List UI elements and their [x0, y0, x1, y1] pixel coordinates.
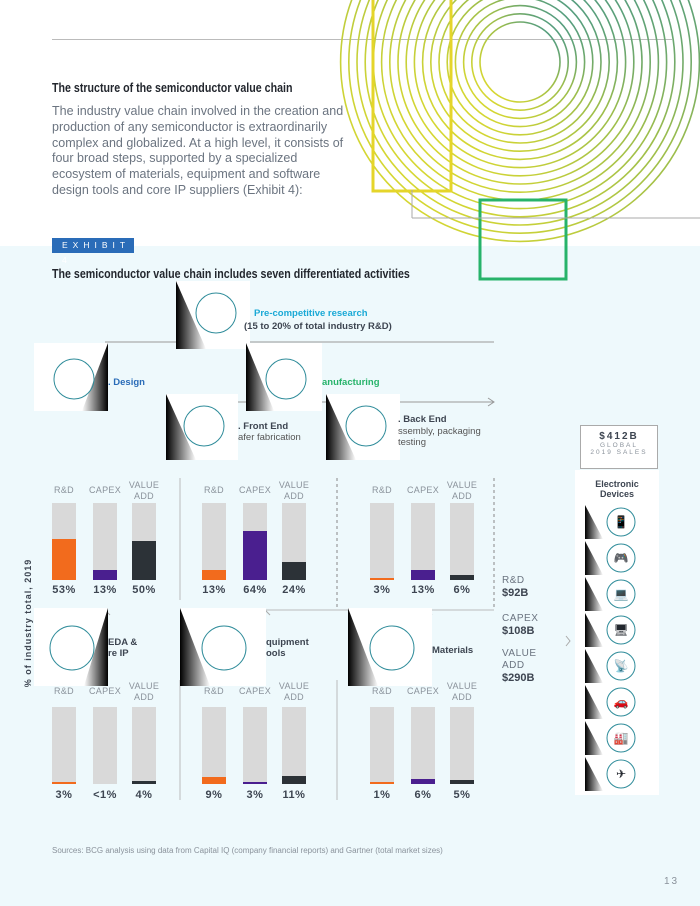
col-label-rd: R&D — [372, 485, 392, 495]
pct-capex: 64% — [243, 584, 267, 596]
total-va-label-1: VALUE — [502, 648, 537, 659]
pct-capex: 3% — [246, 789, 264, 801]
bar-track — [450, 707, 474, 784]
bar-track — [202, 707, 226, 784]
sources-note: Sources: BCG analysis using data from Capital IQ (company financial reports) and Gartner (total market sizes) — [52, 846, 443, 855]
eda-label-1: EDA & — [108, 637, 138, 648]
bar-track — [450, 503, 474, 580]
car-icon — [585, 685, 645, 719]
pct-rd: 9% — [205, 789, 223, 801]
equipment-label-2: ools — [266, 648, 286, 659]
col-label-rd: R&D — [54, 485, 74, 495]
bar-track — [93, 707, 117, 784]
cell-tower-icon — [585, 649, 645, 683]
svg-text:💻: 💻 — [613, 587, 629, 601]
global-sales-amount: $412B — [599, 431, 639, 442]
bar-capex — [243, 782, 267, 784]
col-label-capex: CAPEX — [406, 686, 439, 696]
col-label-capex: CAPEX — [88, 686, 121, 696]
bar-track — [93, 503, 117, 580]
bar-rd — [52, 539, 76, 580]
pct-va: 4% — [135, 789, 153, 801]
bar-rd — [52, 782, 76, 784]
col-label-value-add-1: VALUE — [278, 480, 310, 490]
global-sales-line1: GLOBAL — [599, 442, 638, 449]
pct-rd: 13% — [202, 584, 226, 596]
factory-icon — [585, 721, 645, 755]
bar-capex — [93, 570, 117, 580]
pct-capex: 13% — [93, 584, 117, 596]
col-label-value-add-1: VALUE — [446, 681, 478, 691]
eda-label-2: re IP — [108, 648, 129, 659]
col-label-capex: CAPEX — [238, 485, 271, 495]
svg-text:🚗: 🚗 — [613, 695, 629, 709]
smartphone-icon — [585, 505, 645, 539]
bar-track — [202, 503, 226, 580]
bar-capex — [411, 570, 435, 580]
col-label-value-add-2: ADD — [134, 692, 154, 702]
total-va-label-2: ADD — [502, 660, 525, 671]
bar-track — [282, 707, 306, 784]
pct-rd: 3% — [55, 789, 73, 801]
total-va-value: $290B — [502, 672, 535, 684]
bar-track — [243, 707, 267, 784]
pct-capex: 13% — [411, 584, 435, 596]
col-label-rd: R&D — [372, 686, 392, 696]
svg-text:🖥: 🖥 — [613, 623, 629, 637]
exhibit-label: EXHIBIT 4 — [52, 238, 134, 253]
col-label-capex: CAPEX — [406, 485, 439, 495]
equipment-label-1: quipment — [266, 637, 309, 648]
col-label-value-add-2: ADD — [452, 692, 472, 702]
bar-track — [370, 503, 394, 580]
svg-text:🎮: 🎮 — [613, 551, 629, 565]
svg-text:🏭: 🏭 — [613, 731, 629, 745]
devices-title-1: Electronic — [595, 479, 639, 489]
research-subtitle: (15 to 20% of total industry R&D) — [244, 321, 392, 332]
total-rd-value: $92B — [502, 587, 529, 599]
pct-va: 24% — [282, 584, 306, 596]
col-label-value-add-2: ADD — [284, 491, 304, 501]
bar-va — [450, 575, 474, 580]
pct-capex: 6% — [414, 789, 432, 801]
svg-text:📡: 📡 — [613, 659, 629, 673]
bar-va — [282, 776, 306, 784]
col-label-value-add-1: VALUE — [446, 480, 478, 490]
back-end-subtitle-1: ssembly, packaging — [398, 426, 481, 437]
bar-track — [411, 707, 435, 784]
global-sales-box — [580, 425, 658, 469]
pct-rd: 53% — [52, 584, 76, 596]
col-label-rd: R&D — [204, 686, 224, 696]
bar-va — [132, 781, 156, 784]
back-end-label: . Back End — [398, 414, 447, 425]
airplane-icon — [585, 757, 645, 791]
exhibit-title: The semiconductor value chain includes seven differentiated activities — [52, 266, 410, 281]
col-label-value-add-1: VALUE — [128, 480, 160, 490]
design-label: . Design — [108, 377, 145, 388]
front-end-subtitle: afer fabrication — [238, 432, 301, 443]
bar-va — [132, 541, 156, 580]
pct-va: 50% — [132, 584, 156, 596]
bar-rd — [370, 782, 394, 784]
pct-va: 6% — [453, 584, 471, 596]
bar-track — [411, 503, 435, 580]
col-label-value-add-2: ADD — [452, 491, 472, 501]
page-number: 13 — [664, 876, 680, 887]
axis-label: % of industry total, 2019 — [23, 558, 33, 688]
pct-va: 11% — [282, 789, 306, 801]
svg-text:📱: 📱 — [613, 515, 629, 529]
bar-capex — [243, 531, 267, 580]
pct-rd: 3% — [373, 584, 391, 596]
total-rd-label: R&D — [502, 575, 525, 586]
bar-rd — [202, 777, 226, 784]
col-label-rd: R&D — [204, 485, 224, 495]
col-label-capex: CAPEX — [88, 485, 121, 495]
front-end-label: . Front End — [238, 421, 289, 432]
global-sales-line2: 2019 SALES — [590, 449, 648, 456]
svg-text:✈: ✈ — [615, 767, 627, 781]
total-capex-value: $108B — [502, 625, 535, 637]
col-label-value-add-1: VALUE — [128, 681, 160, 691]
bar-rd — [202, 570, 226, 580]
intro-paragraph: The industry value chain involved in the creation and production of any semiconductor is extraordinarily complex and globalized. At a high level, it consists of four broad steps, supported by a specialized ecosystem of materials, equipment and software design tools and core IP suppliers (Exhibit 4): — [52, 104, 344, 197]
bar-capex — [411, 779, 435, 784]
device-icon-list — [575, 505, 659, 795]
research-title: Pre-competitive research — [254, 308, 368, 319]
gamepad-icon — [585, 541, 645, 575]
back-end-subtitle-2: testing — [398, 437, 426, 448]
bar-track — [370, 707, 394, 784]
devices-title-2: Devices — [599, 489, 635, 499]
bar-va — [282, 562, 306, 580]
col-label-value-add-2: ADD — [284, 692, 304, 702]
pct-capex: <1% — [93, 789, 117, 801]
bar-track — [52, 707, 76, 784]
pct-va: 5% — [453, 789, 471, 801]
server-icon — [585, 613, 645, 647]
bar-rd — [370, 578, 394, 580]
col-label-rd: R&D — [54, 686, 74, 696]
col-label-value-add-1: VALUE — [278, 681, 310, 691]
total-capex-label: CAPEX — [502, 613, 539, 624]
section-title: The structure of the semiconductor value chain — [52, 80, 293, 95]
materials-label: Materials — [432, 645, 474, 656]
manufacturing-label: anufacturing — [322, 377, 380, 388]
col-label-value-add-2: ADD — [134, 491, 154, 501]
bar-track — [132, 707, 156, 784]
col-label-capex: CAPEX — [238, 686, 271, 696]
laptop-icon — [585, 577, 645, 611]
bar-va — [450, 780, 474, 784]
pct-rd: 1% — [373, 789, 391, 801]
